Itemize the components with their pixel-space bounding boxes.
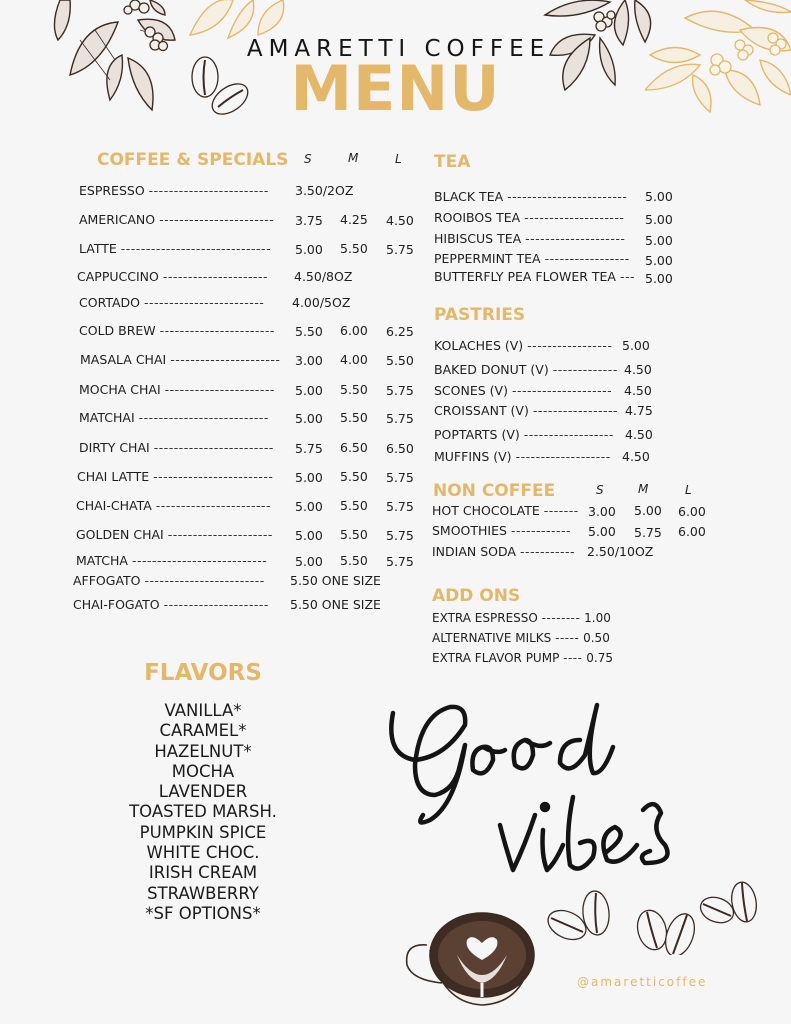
item-name: ROOIBOS TEA — [434, 210, 521, 225]
price-small: 5.00 — [295, 554, 323, 569]
price: 5.00 — [645, 233, 673, 248]
price-medium: 5.50 — [340, 553, 368, 568]
coffee-menu-item — [79, 183, 269, 198]
latte-cup-illustration — [402, 905, 542, 1010]
non-coffee-size-medium-header: M — [638, 482, 649, 496]
price: 0.50 — [583, 631, 610, 645]
price: 5.00 — [645, 271, 673, 286]
price-small: 5.00 — [295, 470, 323, 485]
tea-section-heading: TEA — [434, 152, 471, 172]
flavor-item: STRAWBERRY — [147, 883, 259, 903]
item-name: BLACK TEA — [434, 189, 504, 204]
price-small: 3.00 — [588, 504, 616, 519]
dotted-leader: ------------------------ — [153, 469, 274, 484]
dotted-leader: -------------------------- — [138, 410, 269, 425]
item-name: BAKED DONUT (V) — [434, 362, 549, 377]
price-medium: 5.50 — [340, 527, 368, 542]
flavor-item: HAZELNUT* — [154, 741, 252, 761]
item-name: EXTRA FLAVOR PUMP — [432, 651, 560, 665]
price: 1.00 — [584, 611, 611, 625]
flavor-item: IRISH CREAM — [148, 863, 258, 883]
item-name: LATTE — [79, 241, 117, 256]
price-small: 5.00 — [295, 383, 323, 398]
price-small: 5.00 — [295, 242, 323, 257]
dotted-leader: ----------------- — [532, 403, 619, 418]
coffee-menu-item — [76, 498, 271, 513]
item-name: ALTERNATIVE MILKS — [432, 631, 552, 645]
pastry-menu-item — [434, 362, 618, 377]
item-name: HOT CHOCOLATE — [432, 503, 540, 518]
price: 4.50 — [624, 383, 652, 398]
price-medium: 5.50 — [340, 410, 368, 425]
price-large: 5.75 — [386, 242, 414, 257]
coffee-menu-item — [77, 469, 273, 484]
item-name: CHAI-CHATA — [76, 498, 152, 513]
coffee-beans-illustration-bottom — [545, 880, 765, 955]
item-name: SCONES (V) — [434, 383, 508, 398]
item-name: MASALA CHAI — [80, 352, 167, 367]
non-coffee-menu-item — [432, 503, 579, 518]
price: 5.00 — [645, 253, 673, 268]
coffee-menu-item — [76, 553, 267, 568]
price-medium: 5.50 — [340, 241, 368, 256]
price-large: 6.50 — [386, 441, 414, 456]
flavors-list — [90, 701, 316, 924]
item-name: MATCHAI — [79, 410, 135, 425]
dotted-leader: ------------------ — [523, 427, 614, 442]
coffee-size-small-header: S — [304, 152, 312, 166]
pastry-menu-item — [434, 338, 612, 353]
pastries-section-heading: PASTRIES — [434, 305, 526, 325]
coffee-section-heading: COFFEE & SPECIALS — [97, 150, 289, 170]
dotted-leader: ------------ — [510, 523, 572, 538]
dotted-leader: ----------------------- — [159, 212, 275, 227]
dotted-leader: --------------------------- — [131, 553, 268, 568]
dotted-leader: --------------------- — [163, 597, 269, 612]
price-large: 4.50 — [386, 213, 414, 228]
price-large: 5.75 — [386, 470, 414, 485]
coffee-menu-item — [79, 382, 275, 397]
non-coffee-section-heading: NON COFFEE — [433, 481, 556, 501]
add-on-menu-item — [432, 611, 611, 625]
dotted-leader: ---------------------- — [164, 382, 275, 397]
dotted-leader: ------- — [543, 503, 579, 518]
flavor-item: PUMPKIN SPICE — [139, 822, 267, 842]
brand-name: AMARETTI COFFEE — [246, 36, 551, 62]
price-large: 6.25 — [386, 324, 414, 339]
item-name: MUFFINS (V) — [434, 449, 512, 464]
price-small: 5.00 — [588, 524, 616, 539]
price: 0.75 — [586, 651, 614, 665]
flavor-item: WHITE CHOC. — [146, 843, 260, 863]
single-price: 5.50 ONE SIZE — [290, 597, 381, 612]
price-medium: 4.00 — [340, 352, 368, 367]
item-name: DIRTY CHAI — [79, 440, 150, 455]
item-name: MOCHA CHAI — [79, 382, 161, 397]
coffee-menu-item — [79, 410, 269, 425]
coffee-menu-item — [79, 295, 264, 310]
flavor-item: *SF OPTIONS* — [145, 903, 261, 923]
price-small: 5.50 — [295, 324, 323, 339]
price-large: 5.75 — [386, 411, 414, 426]
item-name: HIBISCUS TEA — [434, 231, 522, 246]
dotted-leader: -------- — [541, 611, 581, 625]
price-small: 5.00 — [295, 411, 323, 426]
add-on-menu-item — [432, 631, 610, 645]
price-medium: 5.00 — [634, 503, 662, 518]
flavor-item: CARAMEL* — [159, 721, 247, 741]
single-price: 4.50/8OZ — [294, 269, 353, 284]
dotted-leader: ------------------------ — [153, 440, 274, 455]
dotted-leader: ------------------------ — [507, 189, 628, 204]
price-medium: 5.50 — [340, 498, 368, 513]
price-large: 5.75 — [386, 528, 414, 543]
non-coffee-size-small-header: S — [596, 483, 604, 497]
item-name: CAPPUCCINO — [77, 269, 159, 284]
pastry-menu-item — [434, 449, 611, 464]
flavors-section-heading: FLAVORS — [144, 660, 262, 686]
item-name: MATCHA — [76, 553, 128, 568]
dotted-leader: ----------------- — [544, 251, 630, 266]
coffee-menu-item — [79, 212, 274, 227]
menu-title: MENU — [290, 52, 501, 125]
dotted-leader: -------------------- — [511, 383, 613, 398]
price: 4.50 — [625, 427, 653, 442]
dotted-leader: ----------------- — [527, 338, 613, 353]
dotted-leader: -------------------- — [525, 231, 626, 246]
dotted-leader: ---- — [563, 651, 583, 665]
item-name: INDIAN SODA — [432, 544, 516, 559]
dotted-leader: ------------------------ — [144, 573, 265, 588]
dotted-leader: ------------- — [552, 362, 618, 377]
dotted-leader: ------------------------ — [148, 183, 269, 198]
single-price: 2.50/10OZ — [587, 544, 654, 559]
price-large: 5.50 — [386, 353, 414, 368]
price-small: 3.00 — [295, 353, 323, 368]
item-name: COLD BREW — [79, 323, 156, 338]
non-coffee-size-large-header: L — [685, 483, 692, 497]
dotted-leader: ----------- — [519, 544, 576, 559]
price-medium: 5.50 — [340, 469, 368, 484]
good-vibes-script-lettering — [375, 685, 705, 890]
item-name: GOLDEN CHAI — [76, 527, 164, 542]
flavor-item: MOCHA — [171, 761, 235, 781]
item-name: POPTARTS (V) — [434, 427, 520, 442]
price: 4.75 — [625, 403, 653, 418]
non-coffee-menu-item — [432, 544, 575, 559]
dotted-leader: --------------------- — [167, 527, 273, 542]
price-medium: 6.50 — [340, 440, 368, 455]
price-medium: 5.50 — [340, 382, 368, 397]
coffee-size-medium-header: M — [348, 151, 359, 165]
dotted-leader: ------------------------ — [144, 295, 265, 310]
tea-menu-item — [434, 189, 627, 204]
dotted-leader: ----------------------- — [159, 323, 275, 338]
tea-menu-item — [434, 269, 635, 284]
dotted-leader: --------------------- — [162, 269, 269, 284]
tea-menu-item — [434, 210, 624, 225]
item-name: EXTRA ESPRESSO — [432, 611, 538, 625]
dotted-leader: ----------------------- — [155, 498, 272, 513]
price-large: 6.00 — [678, 504, 706, 519]
price: 5.00 — [622, 338, 650, 353]
dotted-leader: ------------------- — [515, 449, 611, 464]
price-small: 3.75 — [295, 213, 323, 228]
coffee-size-large-header: L — [395, 152, 402, 166]
coffee-menu-item — [73, 597, 269, 612]
coffee-menu-item — [73, 573, 265, 588]
single-price: 4.00/5OZ — [292, 295, 351, 310]
price: 4.50 — [624, 362, 652, 377]
price-small: 5.00 — [295, 528, 323, 543]
item-name: CHAI LATTE — [77, 469, 150, 484]
flavor-item: VANILLA* — [164, 701, 242, 720]
price-large: 5.75 — [386, 499, 414, 514]
pastry-menu-item — [434, 383, 612, 398]
price-large: 5.75 — [386, 554, 414, 569]
price-medium: 6.00 — [340, 323, 368, 338]
item-name: KOLACHES (V) — [434, 338, 524, 353]
price-large: 6.00 — [678, 524, 706, 539]
item-name: AFFOGATO — [73, 573, 141, 588]
coffee-menu-item — [79, 440, 274, 455]
flavor-item: LAVENDER — [158, 782, 248, 802]
tea-menu-item — [434, 251, 630, 266]
single-price: 3.50/2OZ — [295, 183, 354, 198]
tea-menu-item — [434, 231, 625, 246]
price-medium: 5.75 — [634, 525, 662, 540]
item-name: CORTADO — [79, 295, 141, 310]
price: 4.50 — [622, 449, 650, 464]
dotted-leader: ---------------------- — [170, 352, 281, 367]
item-name: CROISSANT (V) — [434, 403, 529, 418]
non-coffee-menu-item — [432, 523, 571, 538]
item-name: ESPRESSO — [79, 183, 145, 198]
item-name: SMOOTHIES — [432, 523, 507, 538]
item-name: BUTTERFLY PEA FLOWER TEA — [434, 269, 616, 284]
price-large: 5.75 — [386, 383, 414, 398]
coffee-menu-item — [80, 352, 280, 367]
coffee-menu-item — [77, 269, 268, 284]
dotted-leader: ----- — [555, 631, 580, 645]
coffee-menu-item — [79, 323, 275, 338]
coffee-menu-item — [79, 241, 271, 256]
price-medium: 4.25 — [340, 212, 368, 227]
price: 5.00 — [645, 189, 673, 204]
flavor-item: TOASTED MARSH. — [129, 802, 277, 822]
pastry-menu-item — [434, 403, 618, 418]
price: 5.00 — [645, 212, 673, 227]
item-name: CHAI-FOGATO — [73, 597, 160, 612]
add-on-menu-item — [432, 651, 613, 665]
dotted-leader: --- — [619, 269, 636, 284]
item-name: AMERICANO — [79, 212, 156, 227]
pastry-menu-item — [434, 427, 614, 442]
coffee-menu-item — [76, 527, 273, 542]
price-small: 5.75 — [295, 441, 323, 456]
social-handle: @amaretticoffee — [577, 975, 708, 989]
add-ons-section-heading: ADD ONS — [432, 586, 521, 606]
single-price: 5.50 ONE SIZE — [290, 573, 381, 588]
item-name: PEPPERMINT TEA — [434, 251, 541, 266]
dotted-leader: -------------------- — [524, 210, 625, 225]
dotted-leader: ------------------------------ — [120, 241, 272, 256]
price-small: 5.00 — [295, 499, 323, 514]
